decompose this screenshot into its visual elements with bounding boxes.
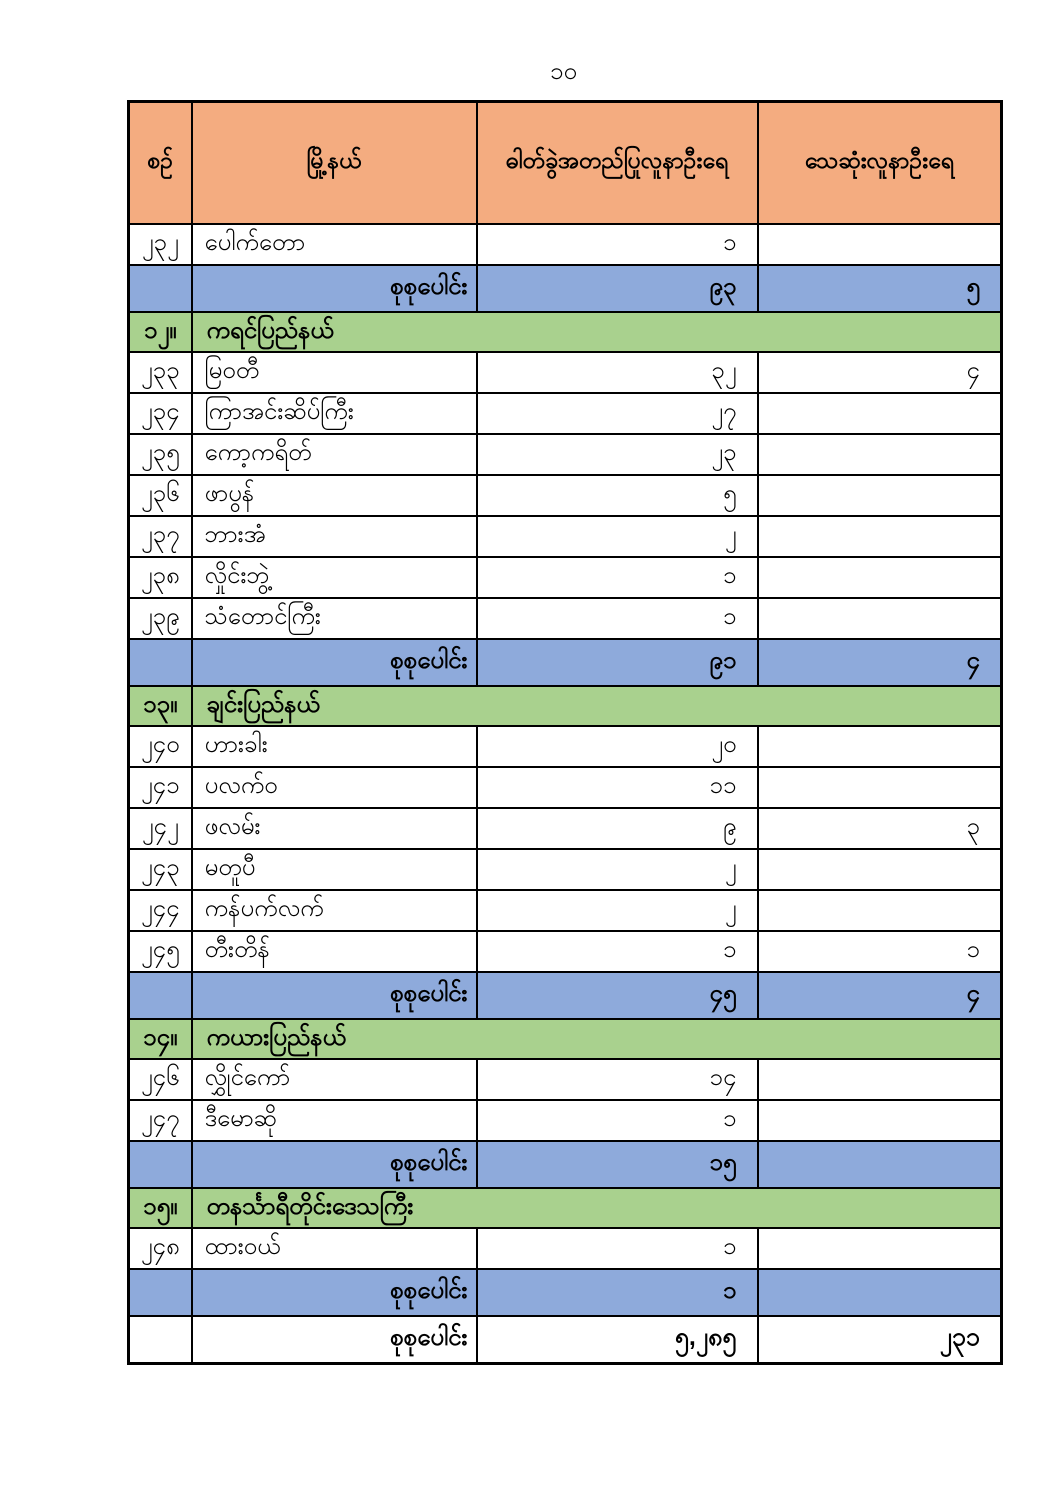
section-header-row: [129, 686, 1002, 726]
deaths-cell: [758, 434, 1002, 475]
deaths-cell: [758, 890, 1002, 931]
deaths-total-cell: ၄: [758, 972, 1002, 1019]
serial-cell: ၂၄၆: [129, 1059, 192, 1100]
deaths-cell: ၄: [758, 352, 1002, 393]
section-header-row: [129, 1019, 1002, 1059]
section-name-cell: ကရင်ပြည်နယ်: [192, 312, 1002, 352]
township-row: [129, 516, 1002, 557]
serial-cell: ၂၃၂: [129, 224, 192, 265]
deaths-cell: [758, 849, 1002, 890]
township-row: [129, 598, 1002, 639]
confirmed-total-cell: ၁: [477, 1269, 758, 1316]
confirmed-total-cell: ၁၅: [477, 1141, 758, 1188]
section-name-cell: ကယားပြည်နယ်: [192, 1019, 1002, 1059]
covid-township-table: [127, 100, 1003, 1365]
deaths-cell: [758, 475, 1002, 516]
deaths-cell: ၃: [758, 808, 1002, 849]
confirmed-cell: ၉: [477, 808, 758, 849]
confirmed-cell: ၂၃: [477, 434, 758, 475]
township-row: [129, 767, 1002, 808]
township-cell: သံတောင်ကြီး: [192, 598, 477, 639]
serial-cell: ၂၄၈: [129, 1228, 192, 1269]
total-label-cell: စုစုပေါင်း: [192, 265, 477, 312]
township-row: [129, 726, 1002, 767]
section-number-cell: ၁၃။: [129, 686, 192, 726]
deaths-cell: [758, 557, 1002, 598]
township-cell: ပလက်ဝ: [192, 767, 477, 808]
subtotal-row: [129, 972, 1002, 1019]
deaths-total-cell: ၄: [758, 639, 1002, 686]
deaths-cell: [758, 1228, 1002, 1269]
page-number: ၁၀: [550, 58, 577, 85]
confirmed-cell: ၁: [477, 1228, 758, 1269]
total-label-cell: စုစုပေါင်း: [192, 639, 477, 686]
township-cell: မြဝတီ: [192, 352, 477, 393]
deaths-total-cell: [758, 1269, 1002, 1316]
township-cell: ဘားအံ: [192, 516, 477, 557]
township-cell: ကန်ပက်လက်: [192, 890, 477, 931]
township-row: [129, 352, 1002, 393]
empty-serial-cell: [129, 1269, 192, 1316]
empty-serial-cell: [129, 639, 192, 686]
confirmed-cell: ၃၂: [477, 352, 758, 393]
deaths-total-cell: ၂၃၁: [758, 1316, 1002, 1364]
confirmed-total-cell: ၉၁: [477, 639, 758, 686]
township-row: [129, 849, 1002, 890]
empty-serial-cell: [129, 265, 192, 312]
confirmed-cell: ၂၀: [477, 726, 758, 767]
empty-serial-cell: [129, 1316, 192, 1364]
township-row: [129, 808, 1002, 849]
confirmed-cell: ၁၄: [477, 1059, 758, 1100]
township-row: [129, 890, 1002, 931]
section-number-cell: ၁၂။: [129, 312, 192, 352]
serial-cell: ၂၃၉: [129, 598, 192, 639]
deaths-cell: [758, 393, 1002, 434]
deaths-cell: [758, 1059, 1002, 1100]
township-row: [129, 1228, 1002, 1269]
total-label-cell: စုစုပေါင်း: [192, 1269, 477, 1316]
serial-cell: ၂၄၂: [129, 808, 192, 849]
township-cell: လှိုင်းဘွဲ့: [192, 557, 477, 598]
deaths-cell: [758, 598, 1002, 639]
total-label-cell: စုစုပေါင်း: [192, 1141, 477, 1188]
deaths-total-cell: [758, 1141, 1002, 1188]
township-row: [129, 1059, 1002, 1100]
serial-cell: ၂၃၃: [129, 352, 192, 393]
township-cell: လွှိုင်ကော်: [192, 1059, 477, 1100]
deaths-cell: [758, 224, 1002, 265]
township-row: [129, 931, 1002, 972]
subtotal-row: [129, 639, 1002, 686]
section-name-cell: ချင်းပြည်နယ်: [192, 686, 1002, 726]
township-row: [129, 224, 1002, 265]
serial-cell: ၂၃၈: [129, 557, 192, 598]
confirmed-cell: ၂: [477, 516, 758, 557]
section-header-row: [129, 1188, 1002, 1228]
total-label-cell: စုစုပေါင်း: [192, 972, 477, 1019]
serial-cell: ၂၄၅: [129, 931, 192, 972]
township-cell: ဖလမ်း: [192, 808, 477, 849]
serial-cell: ၂၄၃: [129, 849, 192, 890]
township-cell: ဒီမောဆို: [192, 1100, 477, 1141]
confirmed-total-cell: ၄၅: [477, 972, 758, 1019]
serial-cell: ၂၄၀: [129, 726, 192, 767]
serial-cell: ၂၄၇: [129, 1100, 192, 1141]
serial-cell: ၂၃၆: [129, 475, 192, 516]
table-body: [129, 224, 1002, 1364]
serial-cell: ၂၃၄: [129, 393, 192, 434]
deaths-cell: [758, 516, 1002, 557]
township-row: [129, 557, 1002, 598]
grand-total-row: [129, 1316, 1002, 1364]
section-header-row: [129, 312, 1002, 352]
header-township: မြို့နယ်: [192, 102, 477, 224]
township-cell: ထားဝယ်: [192, 1228, 477, 1269]
subtotal-row: [129, 265, 1002, 312]
header-serial: စဉ်: [129, 102, 192, 224]
township-cell: ဟားခါး: [192, 726, 477, 767]
empty-serial-cell: [129, 1141, 192, 1188]
township-row: [129, 475, 1002, 516]
deaths-total-cell: ၅: [758, 265, 1002, 312]
deaths-cell: [758, 767, 1002, 808]
serial-cell: ၂၄၁: [129, 767, 192, 808]
section-number-cell: ၁၅။: [129, 1188, 192, 1228]
township-cell: မတူပီ: [192, 849, 477, 890]
table-header-row: [129, 102, 1002, 224]
confirmed-cell: ၂: [477, 849, 758, 890]
township-row: [129, 434, 1002, 475]
deaths-cell: ၁: [758, 931, 1002, 972]
serial-cell: ၂၃၇: [129, 516, 192, 557]
township-cell: တီးတိန်: [192, 931, 477, 972]
confirmed-cell: ၁: [477, 598, 758, 639]
township-row: [129, 1100, 1002, 1141]
township-row: [129, 393, 1002, 434]
confirmed-cell: ၁၁: [477, 767, 758, 808]
confirmed-total-cell: ၉၃: [477, 265, 758, 312]
confirmed-cell: ၂၇: [477, 393, 758, 434]
deaths-cell: [758, 1100, 1002, 1141]
section-number-cell: ၁၄။: [129, 1019, 192, 1059]
township-cell: ဖာပွန်: [192, 475, 477, 516]
township-cell: ကော့ကရိတ်: [192, 434, 477, 475]
subtotal-row: [129, 1269, 1002, 1316]
confirmed-cell: ၁: [477, 931, 758, 972]
confirmed-cell: ၁: [477, 1100, 758, 1141]
header-confirmed-count: ဓါတ်ခွဲအတည်ပြုလူနာဦးရေ: [477, 102, 758, 224]
total-label-cell: စုစုပေါင်း: [192, 1316, 477, 1364]
township-cell: ကြာအင်းဆိပ်ကြီး: [192, 393, 477, 434]
deaths-cell: [758, 726, 1002, 767]
confirmed-cell: ၁: [477, 224, 758, 265]
serial-cell: ၂၃၅: [129, 434, 192, 475]
section-name-cell: တနင်္သာရီတိုင်းဒေသကြီး: [192, 1188, 1002, 1228]
header-death-count: သေဆုံးလူနာဦးရေ: [758, 102, 1002, 224]
confirmed-cell: ၂: [477, 890, 758, 931]
subtotal-row: [129, 1141, 1002, 1188]
confirmed-cell: ၅: [477, 475, 758, 516]
confirmed-cell: ၁: [477, 557, 758, 598]
confirmed-total-cell: ၅,၂၈၅: [477, 1316, 758, 1364]
township-cell: ပေါက်တော: [192, 224, 477, 265]
serial-cell: ၂၄၄: [129, 890, 192, 931]
empty-serial-cell: [129, 972, 192, 1019]
